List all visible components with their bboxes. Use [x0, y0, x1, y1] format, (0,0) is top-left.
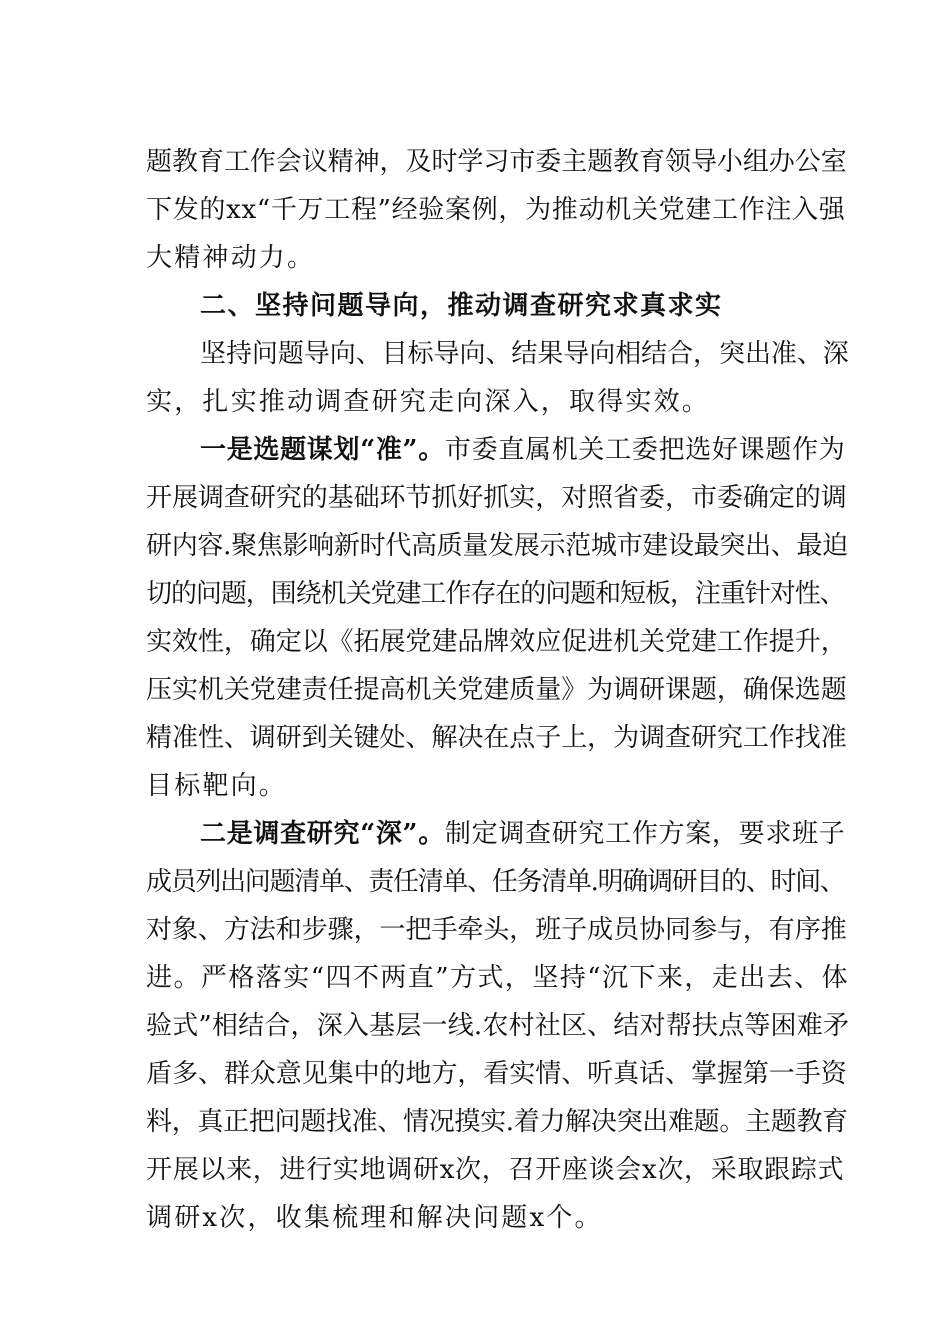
para4-line-6: 盾多、群众意见集中的地方，看实情、听真话、掌握第一手资 [146, 1059, 847, 1089]
para4-line-1-rest: 制定调查研究工作方案，要求班子 [444, 819, 846, 849]
para4-line-9: 调研x次，收集梳理和解决问题x个。 [146, 1203, 603, 1233]
para3-line-7: 精准性、调研到关键处、解决在点子上，为调查研究工作找准 [146, 723, 847, 753]
section-heading: 二、坚持问题导向，推动调查研究求真求实 [200, 291, 723, 321]
para3-line-5: 实效性，确定以《拓展党建品牌效应促进机关党建工作提升， [146, 627, 847, 657]
para3-line-4: 切的问题，围绕机关党建工作存在的问题和短板，注重针对性、 [146, 579, 845, 609]
para4-line-8: 开展以来，进行实地调研x次，召开座谈会x次，采取跟踪式 [146, 1155, 845, 1185]
para1-line-2: 下发的xx“千万工程”经验案例，为推动机关党建工作注入强 [146, 195, 846, 225]
para4-lead: 二是调查研究“深”。 [200, 819, 445, 849]
para2-line-1: 坚持问题导向、目标导向、结果导向相结合，突出准、深 [200, 339, 849, 369]
para3-line-8: 目标靶向。 [146, 771, 288, 801]
para1-line-1: 题教育工作会议精神，及时学习市委主题教育领导小组办公室 [146, 147, 847, 177]
para1-line-3: 大精神动力。 [146, 243, 316, 273]
para4-line-3: 对象、方法和步骤，一把手牵头，班子成员协同参与，有序推 [146, 915, 847, 945]
para3-line-1 [200, 433, 845, 467]
para3-line-3: 研内容.聚焦影响新时代高质量发展示范城市建设最突出、最迫 [146, 531, 848, 561]
para3-lead: 一是选题谋划“准”。 [200, 435, 445, 465]
para3-line-2: 开展调查研究的基础环节抓好抓实，对照省委，市委确定的调 [146, 483, 847, 513]
para4-line-2: 成员列出问题清单、责任清单、任务清单.明确调研目的、时间、 [146, 867, 845, 897]
para4-line-4: 进。严格落实“四不两直”方式，坚持“沉下来，走出去、体 [146, 963, 850, 993]
para4-line-7: 料，真正把问题找准、情况摸实.着力解决突出难题。主题教育 [146, 1107, 848, 1137]
para4-line-1 [200, 817, 845, 851]
para4-line-5: 验式”相结合，深入基层一线.农村社区、结对帮扶点等困难矛 [146, 1011, 850, 1041]
para3-line-6: 压实机关党建责任提高机关党建质量》为调研课题，确保选题 [146, 675, 847, 705]
para3-line-1-rest: 市委直属机关工委把选好课题作为 [444, 435, 846, 465]
para2-line-2: 实，扎实推动调查研究走向深入，取得实效。 [146, 387, 711, 417]
